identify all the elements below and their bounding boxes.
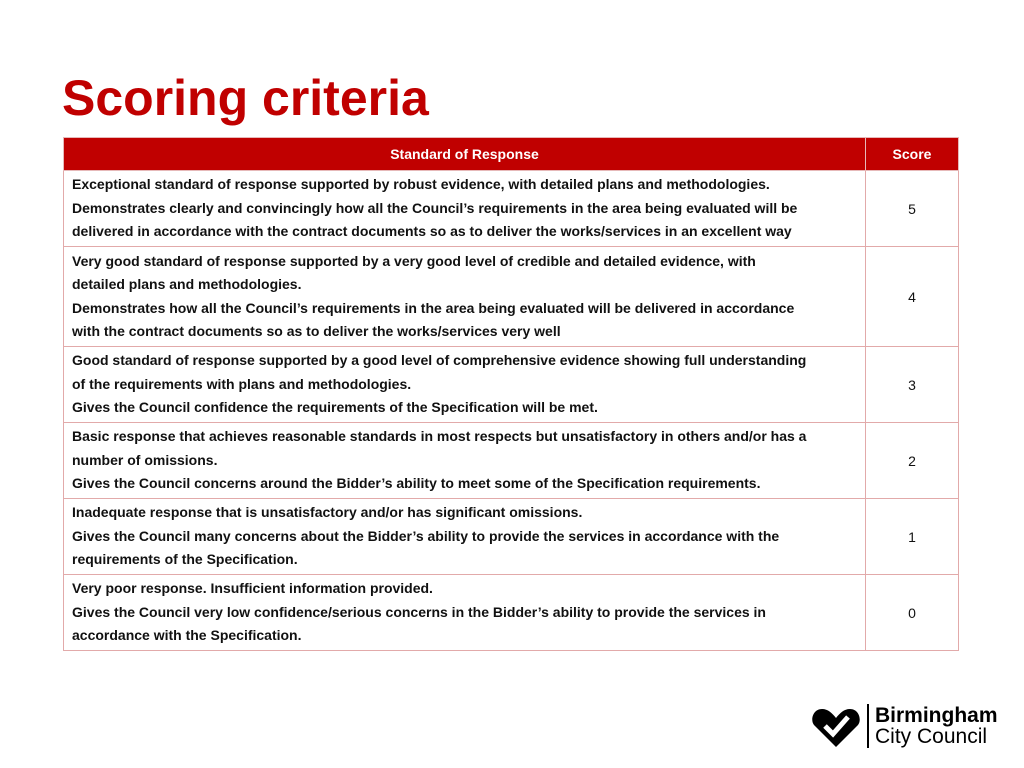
- row-description: [64, 247, 866, 347]
- description-line: Gives the Council confidence the requirements of the Specification will be met.: [72, 399, 598, 416]
- description-line: Demonstrates how all the Council’s requirements in the area being evaluated will be delivered in accordance: [72, 299, 795, 316]
- row-score: 0: [866, 575, 959, 651]
- table-row: [64, 247, 959, 347]
- table-row: [64, 499, 959, 575]
- logo-text-birmingham: Birmingham: [875, 704, 998, 727]
- description-line: Very good standard of response supported by a very good level of credible and detailed evidence, with: [72, 252, 756, 269]
- header-score: Score: [866, 138, 959, 171]
- description-line: requirements of the Specification.: [72, 551, 298, 568]
- row-score: 4: [866, 247, 959, 347]
- row-description: [64, 575, 866, 651]
- description-line: Gives the Council many concerns about the Bidder’s ability to provide the services in accordance with the: [72, 527, 780, 544]
- row-description: [64, 423, 866, 499]
- heart-icon: [812, 706, 860, 748]
- scoring-table: [63, 137, 959, 651]
- description-line: Basic response that achieves reasonable standards in most respects but unsatisfactory in others and/or has a: [72, 428, 807, 445]
- table-row: [64, 575, 959, 651]
- birmingham-city-council-logo: [812, 704, 1002, 748]
- row-score: 1: [866, 499, 959, 575]
- description-line: Exceptional standard of response supported by robust evidence, with detailed plans and methodologies.: [72, 176, 770, 193]
- description-line: detailed plans and methodologies.: [72, 276, 302, 293]
- description-line: delivered in accordance with the contract documents so as to deliver the works/services in an excellent way: [72, 223, 792, 240]
- row-description: [64, 347, 866, 423]
- description-line: Gives the Council concerns around the Bidder’s ability to meet some of the Specification requirements.: [72, 475, 761, 492]
- description-line: of the requirements with plans and methodologies.: [72, 375, 412, 392]
- header-standard-of-response: Standard of Response: [64, 138, 866, 171]
- description-line: with the contract documents so as to deliver the works/services very well: [72, 322, 561, 339]
- logo-text-city-council: City Council: [875, 725, 988, 748]
- row-score: 2: [866, 423, 959, 499]
- description-line: Demonstrates clearly and convincingly how all the Council’s requirements in the area being evaluated will be: [72, 199, 798, 216]
- row-description: [64, 171, 866, 247]
- table-body: [64, 171, 959, 651]
- description-line: number of omissions.: [72, 451, 218, 468]
- description-line: Gives the Council very low confidence/serious concerns in the Bidder’s ability to provide the services in: [72, 603, 766, 620]
- table-row: [64, 347, 959, 423]
- header-row: [64, 138, 959, 171]
- description-line: accordance with the Specification.: [72, 627, 302, 644]
- table-row: [64, 423, 959, 499]
- table-header: [64, 138, 959, 171]
- slide-title: Scoring criteria: [62, 70, 429, 126]
- description-line: Inadequate response that is unsatisfactory and/or has significant omissions.: [72, 504, 583, 521]
- description-line: Very poor response. Insufficient information provided.: [72, 580, 433, 597]
- logo-divider: [867, 704, 869, 748]
- table-row: [64, 171, 959, 247]
- row-description: [64, 499, 866, 575]
- row-score: 3: [866, 347, 959, 423]
- description-line: Good standard of response supported by a good level of comprehensive evidence showing full understanding: [72, 352, 807, 369]
- row-score: 5: [866, 171, 959, 247]
